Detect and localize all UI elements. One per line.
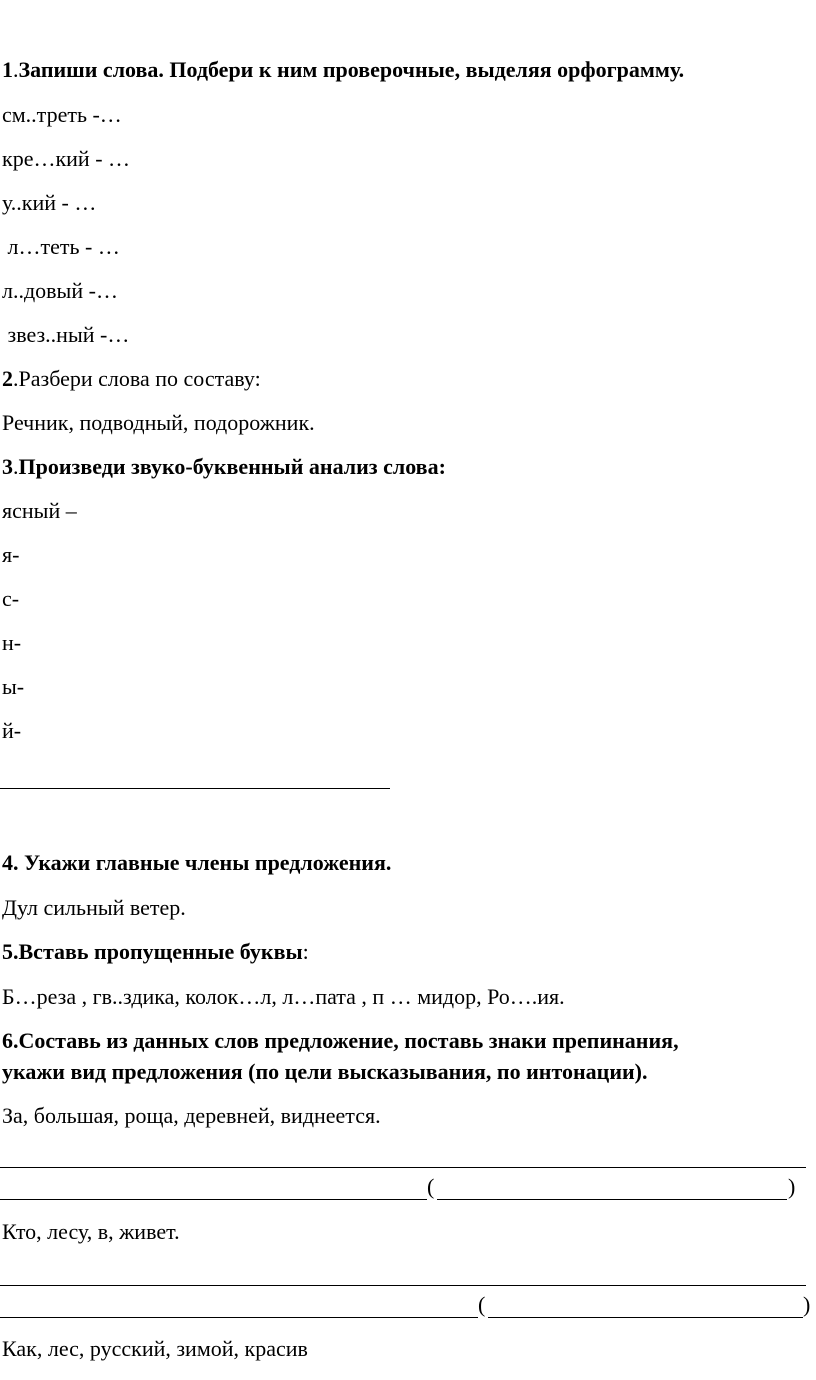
task1-dot: . [13, 57, 19, 82]
task1-word-4: л…теть - … [2, 234, 120, 259]
answer-type-line[interactable] [488, 1293, 803, 1318]
paren-open: ( [427, 1174, 435, 1199]
task5-colon: : [302, 939, 309, 964]
task2-heading [2, 366, 261, 392]
task6-item-1: За, большая, роща, деревней, виднеется. [2, 1103, 381, 1128]
answer-line[interactable] [0, 1175, 427, 1200]
task5-heading [2, 939, 309, 965]
task1-heading [2, 57, 684, 83]
task1-title: Запиши слова. Подбери к ним проверочные, выделяя орфограмму. [18, 57, 685, 82]
task5-title: 5.Вставь пропущенные буквы [2, 939, 303, 964]
task2-title: .Разбери слова по составу: [13, 366, 261, 391]
task3-letter-1: я- [2, 542, 20, 567]
task4-sentence: Дул сильный ветер. [2, 895, 186, 920]
task4-title: 4. Укажи главные члены предложения. [2, 850, 392, 875]
task1-word-1: см..треть -… [2, 102, 122, 127]
task2-words: Речник, подводный, подорожник. [2, 410, 315, 435]
task3-letter-3: н- [2, 630, 22, 655]
task6-item-2: Кто, лесу, в, живет. [2, 1219, 180, 1244]
task3-dot: . [13, 454, 19, 479]
task1-word-6: звез..ный -… [2, 322, 130, 347]
task5-words: Б…реза , гв..здика, колок…л, л…пата , п … мидор, Ро….ия. [2, 984, 565, 1009]
answer-line[interactable] [0, 1285, 806, 1286]
task3-letter-5: й- [2, 718, 22, 743]
task6-item-3: Как, лес, русский, зимой, красив [2, 1336, 308, 1361]
task3-heading [2, 454, 446, 480]
task2-number: 2 [2, 366, 13, 391]
paren-close: ) [788, 1174, 796, 1199]
task6-title-line2: укажи вид предложения (по цели высказывания, по интонации). [2, 1059, 648, 1084]
task3-title: Произведи звуко-буквенный анализ слова: [18, 454, 446, 479]
task3-letter-4: ы- [2, 674, 25, 699]
paren-open: ( [478, 1292, 486, 1317]
task3-word: ясный – [2, 498, 77, 523]
answer-type-line[interactable] [437, 1175, 787, 1200]
paren-close: ) [803, 1292, 811, 1317]
answer-line[interactable] [0, 1167, 806, 1168]
task3-letter-2: с- [2, 586, 20, 611]
answer-line[interactable] [0, 1293, 478, 1318]
task1-number: 1 [2, 57, 13, 82]
task1-word-2: кре…кий - … [2, 146, 131, 171]
separator-line [0, 788, 390, 789]
task6-title-line1: 6.Составь из данных слов предложение, поставь знаки препинания, [2, 1028, 679, 1053]
task3-number: 3 [2, 454, 13, 479]
task1-word-5: л..довый -… [2, 278, 118, 303]
task1-word-3: у..кий - … [2, 190, 97, 215]
